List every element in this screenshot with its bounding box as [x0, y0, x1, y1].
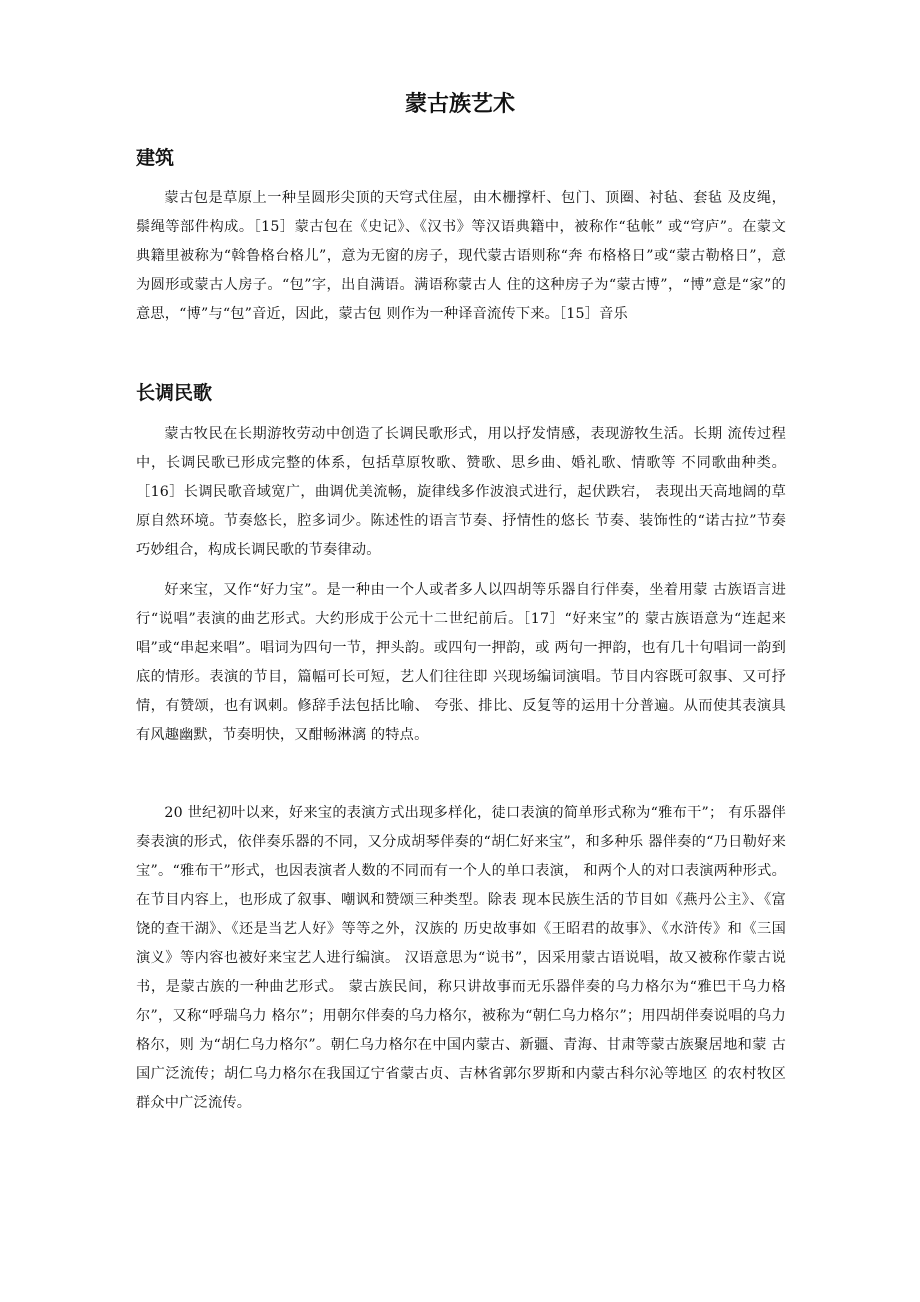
section-heading-architecture: 建筑	[136, 147, 175, 169]
section-heading-long-song: 长调民歌	[136, 382, 213, 404]
paragraph-haolaibao: 好来宝，又作“好力宝”。是一种由一个人或者多人以四胡等乐器自行伴奏，坐着用蒙 古族语言进行“说唱”表演的曲艺形式。大约形成于公元十二世纪前后。［17］“好来宝”的 蒙古族语意为“连起来唱”或“串起来唱”。唱词为四句一节，押头韵。或四句一押韵，或 两句一押韵，也有几十句唱词一韵到底的情形。表演的节目，篇幅可长可短，艺人们往往即 兴现场编词演唱。节目内容既可叙事、又可抒情，有赞颂，也有讽刺。修辞手法包括比喻、 夸张、排比、反复等的运用十分普遍。从而使其表演具有风趣幽默，节奏明快，又酣畅淋漓 的特点。	[136, 582, 786, 743]
paragraph-architecture: 蒙古包是草原上一种呈圆形尖顶的天穹式住屋，由木栅撑杆、包门、顶圈、衬毡、套毡 及皮绳，鬃绳等部件构成。［15］蒙古包在《史记》、《汉书》等汉语典籍中，被称作“毡帐” 或“穹庐”。在蒙文典籍里被称为“斡鲁格台格儿”，意为无窗的房子，现代蒙古语则称“奔 布格格日”或“蒙古勒格日”，意为圆形或蒙古人房子。“包”字，出自满语。满语称蒙古人 住的这种房子为“蒙古博”，“博”意是“家”的意思，“博”与“包”音近，因此，蒙古包 则作为一种译音流传下来。［15］音乐	[136, 190, 786, 322]
document-title: 蒙古族艺术	[404, 92, 515, 117]
paragraph-long-song: 蒙古牧民在长期游牧劳动中创造了长调民歌形式，用以抒发情感，表现游牧生活。长期 流传过程中，长调民歌已形成完整的体系，包括草原牧歌、赞歌、思乡曲、婚礼歌、情歌等 不同歌曲种类。［16］长调民歌音域宽广，曲调优美流畅，旋律线多作波浪式进行，起伏跌宕， 表现出天高地阔的草原自然环境。节奏悠长，腔多词少。陈述性的语言节奏、抒情性的悠长 节奏、装饰性的“诺古拉”节奏巧妙组合，构成长调民歌的节奏律动。	[136, 426, 786, 558]
paragraph-haolaibao-development: 20 世纪初叶以来，好来宝的表演方式出现多样化，徒口表演的简单形式称为“雅布干”； 有乐器伴奏表演的形式，依伴奏乐器的不同，又分成胡琴伴奏的“胡仁好来宝”，和多种乐 器伴奏的“乃日勒好来宝”。“雅布干”形式，也因表演者人数的不同而有一个人的单口表演， 和两个人的对口表演两种形式。在节目内容上，也形成了叙事、嘲讽和赞颂三种类型。除表 现本民族生活的节目如《燕丹公主》、《富饶的查干湖》、《还是当艺人好》等等之外，汉族的 历史故事如《王昭君的故事》、《水浒传》和《三国演义》等内容也被好来宝艺人进行编演。 汉语意思为“说书”，因采用蒙古语说唱，故又被称作蒙古说书，是蒙古族的一种曲艺形式。 蒙古族民间，称只讲故事而无乐器伴奏的乌力格尔为“雅巴干乌力格尔”，又称“呼瑞乌力 格尔”；用朝尔伴奏的乌力格尔，被称为“朝仁乌力格尔”；用四胡伴奏说唱的乌力格尔，则 为“胡仁乌力格尔”。朝仁乌力格尔在中国内蒙古、新疆、青海、甘肃等蒙古族聚居地和蒙 古国广泛流传；胡仁乌力格尔在我国辽宁省蒙古贞、吉林省郭尔罗斯和内蒙古科尔沁等地区 的农村牧区群众中广泛流传。	[136, 805, 786, 1111]
